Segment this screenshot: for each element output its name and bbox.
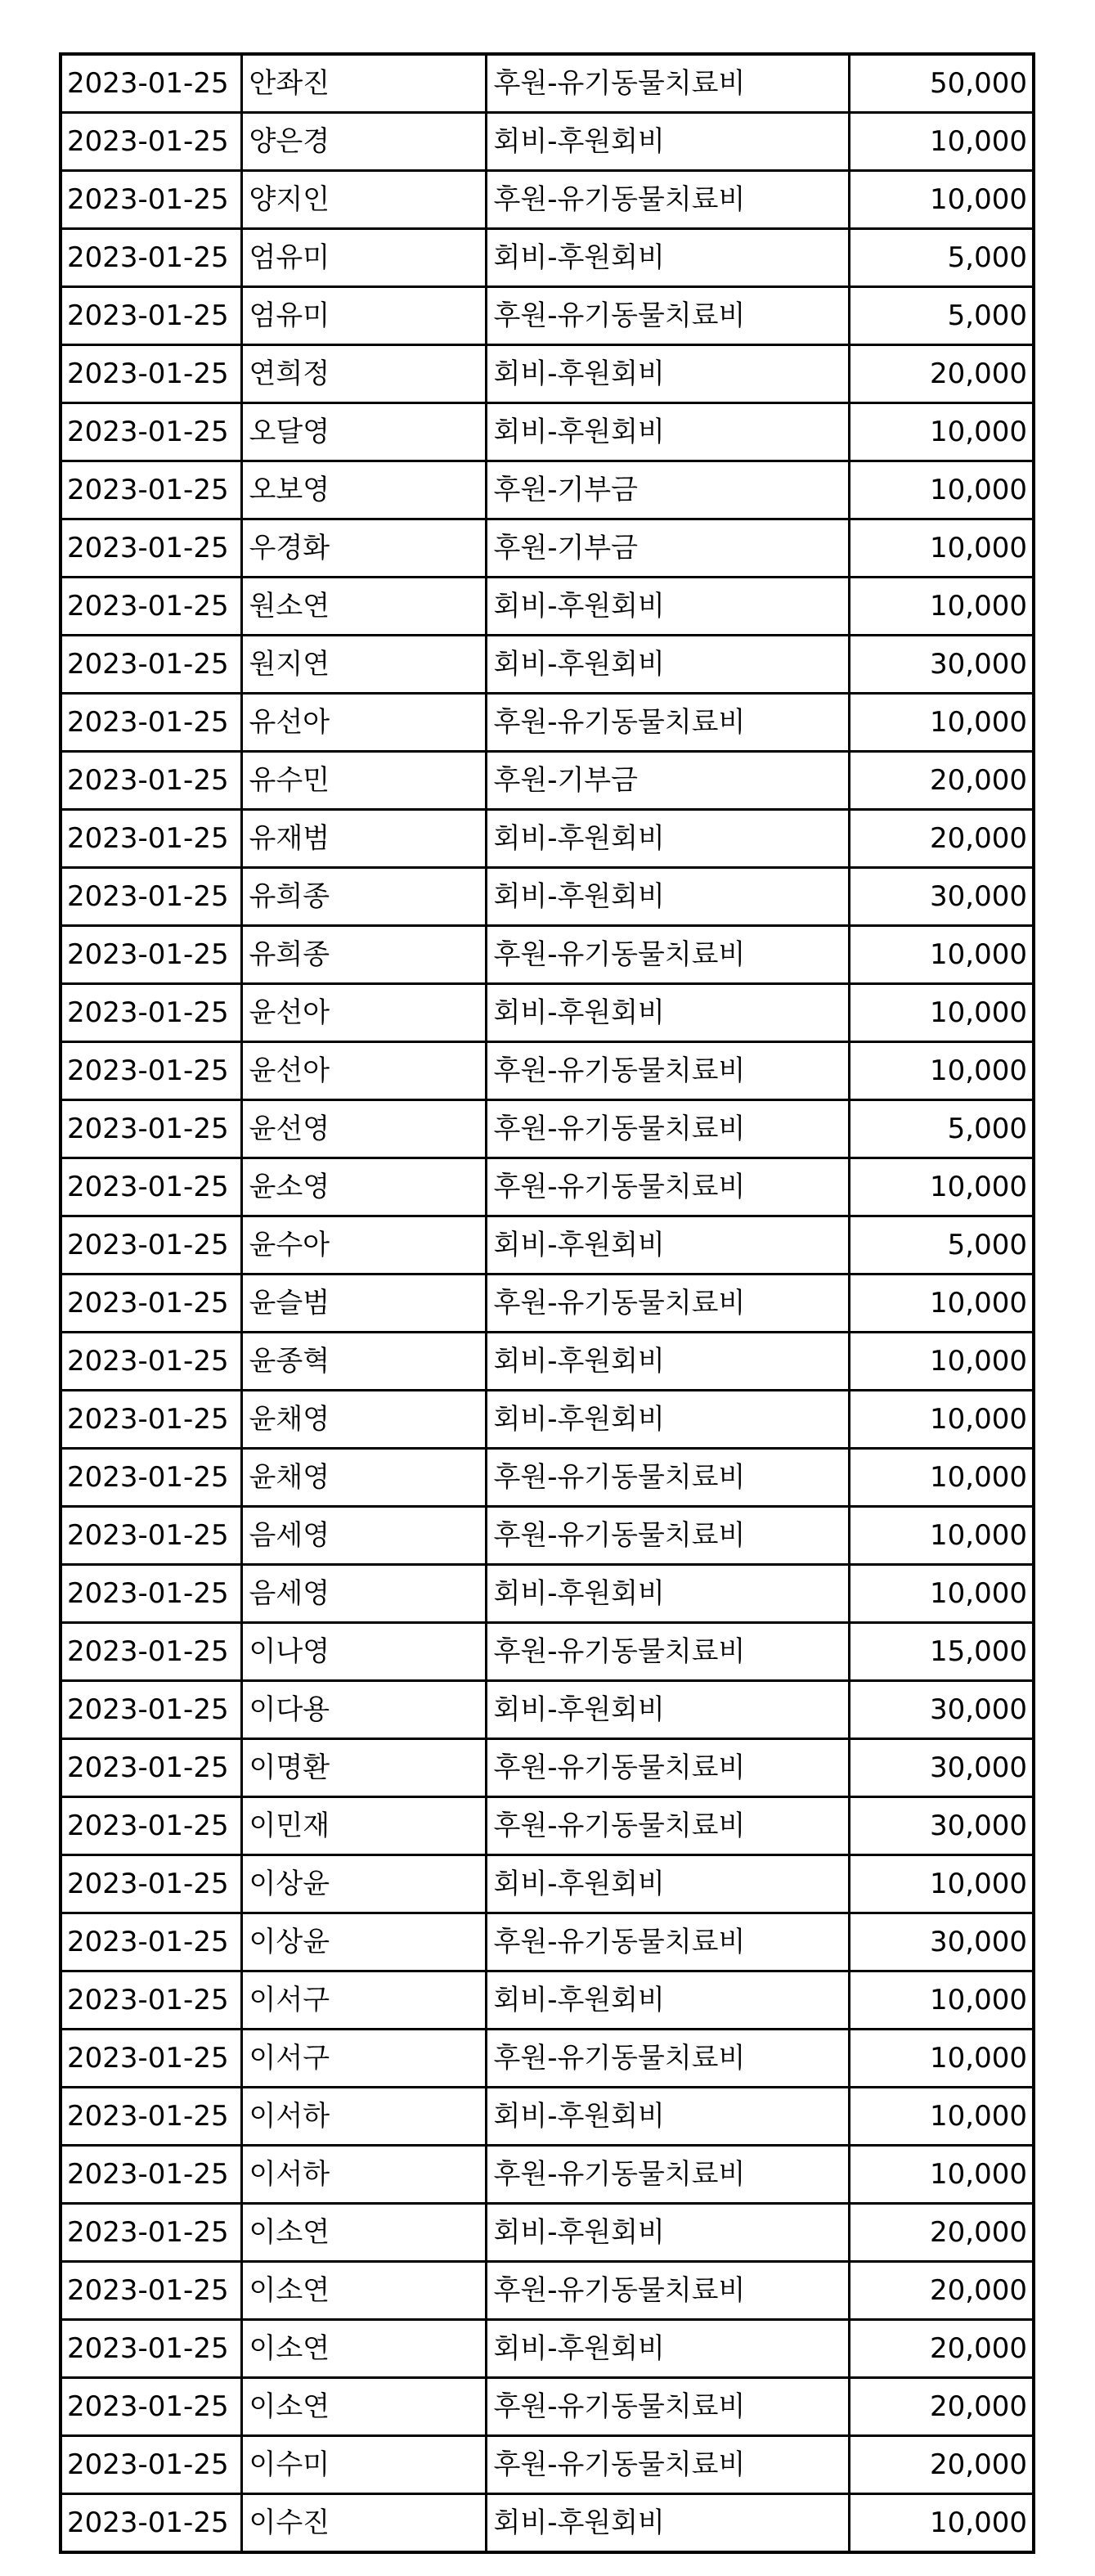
amount-cell: 10,000 — [849, 2146, 1034, 2204]
date-cell: 2023-01-25 — [61, 1507, 241, 1565]
amount-cell: 30,000 — [849, 1739, 1034, 1797]
donor-name-cell: 이서하 — [241, 2146, 486, 2204]
category-cell: 후원-유기동물치료비 — [486, 171, 849, 229]
donor-name-cell: 양지인 — [241, 171, 486, 229]
amount-cell: 10,000 — [849, 171, 1034, 229]
date-cell: 2023-01-25 — [61, 2088, 241, 2146]
amount-cell: 5,000 — [849, 229, 1034, 287]
category-cell: 회비-후원회비 — [486, 984, 849, 1042]
category-cell: 후원-기부금 — [486, 519, 849, 578]
category-cell: 회비-후원회비 — [486, 2494, 849, 2553]
category-cell: 회비-후원회비 — [486, 1391, 849, 1449]
date-cell: 2023-01-25 — [61, 287, 241, 345]
donor-name-cell: 이소연 — [241, 2320, 486, 2378]
table-row — [61, 1913, 1034, 1971]
date-cell: 2023-01-25 — [61, 1333, 241, 1391]
date-cell: 2023-01-25 — [61, 2262, 241, 2320]
amount-cell: 10,000 — [849, 578, 1034, 636]
table-row — [61, 926, 1034, 984]
donor-name-cell: 우경화 — [241, 519, 486, 578]
amount-cell: 20,000 — [849, 2262, 1034, 2320]
date-cell: 2023-01-25 — [61, 2378, 241, 2436]
donor-name-cell: 윤종혁 — [241, 1333, 486, 1391]
amount-cell: 10,000 — [849, 403, 1034, 461]
table-row — [61, 2204, 1034, 2262]
donation-ledger-table — [59, 52, 1035, 2554]
table-row — [61, 1100, 1034, 1158]
table-row — [61, 2088, 1034, 2146]
table-row — [61, 1275, 1034, 1333]
category-cell: 후원-유기동물치료비 — [486, 287, 849, 345]
date-cell: 2023-01-25 — [61, 2320, 241, 2378]
category-cell: 후원-기부금 — [486, 461, 849, 519]
category-cell: 회비-후원회비 — [486, 1333, 849, 1391]
date-cell: 2023-01-25 — [61, 54, 241, 113]
donor-name-cell: 유희종 — [241, 868, 486, 926]
table-row — [61, 2436, 1034, 2494]
table-row — [61, 2146, 1034, 2204]
category-cell: 후원-유기동물치료비 — [486, 1449, 849, 1507]
category-cell: 후원-유기동물치료비 — [486, 1275, 849, 1333]
table-row — [61, 868, 1034, 926]
date-cell: 2023-01-25 — [61, 1275, 241, 1333]
table-row — [61, 1971, 1034, 2030]
ledger-body — [61, 54, 1034, 2552]
amount-cell: 10,000 — [849, 1042, 1034, 1100]
table-row — [61, 1391, 1034, 1449]
date-cell: 2023-01-25 — [61, 752, 241, 810]
date-cell: 2023-01-25 — [61, 926, 241, 984]
donor-name-cell: 유재범 — [241, 810, 486, 868]
amount-cell: 20,000 — [849, 2436, 1034, 2494]
donor-name-cell: 오보영 — [241, 461, 486, 519]
donor-name-cell: 연희정 — [241, 345, 486, 403]
category-cell: 후원-유기동물치료비 — [486, 1623, 849, 1681]
donor-name-cell: 이수미 — [241, 2436, 486, 2494]
table-row — [61, 171, 1034, 229]
category-cell: 회비-후원회비 — [486, 2088, 849, 2146]
category-cell: 회비-후원회비 — [486, 1216, 849, 1275]
date-cell: 2023-01-25 — [61, 984, 241, 1042]
category-cell: 후원-유기동물치료비 — [486, 2378, 849, 2436]
table-row — [61, 1739, 1034, 1797]
table-row — [61, 113, 1034, 171]
donor-name-cell: 이상윤 — [241, 1855, 486, 1913]
category-cell: 회비-후원회비 — [486, 868, 849, 926]
donor-name-cell: 윤선아 — [241, 984, 486, 1042]
table-row — [61, 1623, 1034, 1681]
amount-cell: 10,000 — [849, 461, 1034, 519]
category-cell: 회비-후원회비 — [486, 636, 849, 694]
table-row — [61, 229, 1034, 287]
table-row — [61, 345, 1034, 403]
table-row — [61, 2494, 1034, 2553]
table-row — [61, 1797, 1034, 1855]
date-cell: 2023-01-25 — [61, 1565, 241, 1623]
date-cell: 2023-01-25 — [61, 113, 241, 171]
donor-name-cell: 엄유미 — [241, 287, 486, 345]
date-cell: 2023-01-25 — [61, 519, 241, 578]
donor-name-cell: 유희종 — [241, 926, 486, 984]
amount-cell: 10,000 — [849, 2030, 1034, 2088]
amount-cell: 20,000 — [849, 2378, 1034, 2436]
table-row — [61, 1681, 1034, 1739]
category-cell: 회비-후원회비 — [486, 345, 849, 403]
amount-cell: 10,000 — [849, 926, 1034, 984]
category-cell: 후원-유기동물치료비 — [486, 2262, 849, 2320]
donor-name-cell: 윤소영 — [241, 1158, 486, 1216]
date-cell: 2023-01-25 — [61, 1681, 241, 1739]
table-row — [61, 2378, 1034, 2436]
amount-cell: 30,000 — [849, 868, 1034, 926]
amount-cell: 10,000 — [849, 1391, 1034, 1449]
date-cell: 2023-01-25 — [61, 2030, 241, 2088]
amount-cell: 15,000 — [849, 1623, 1034, 1681]
category-cell: 후원-유기동물치료비 — [486, 1158, 849, 1216]
amount-cell: 30,000 — [849, 1681, 1034, 1739]
table-row — [61, 752, 1034, 810]
category-cell: 후원-유기동물치료비 — [486, 2146, 849, 2204]
table-row — [61, 2262, 1034, 2320]
amount-cell: 10,000 — [849, 1333, 1034, 1391]
category-cell: 회비-후원회비 — [486, 1565, 849, 1623]
date-cell: 2023-01-25 — [61, 229, 241, 287]
table-row — [61, 1565, 1034, 1623]
category-cell: 회비-후원회비 — [486, 1971, 849, 2030]
category-cell: 회비-후원회비 — [486, 1855, 849, 1913]
donor-name-cell: 이상윤 — [241, 1913, 486, 1971]
donor-name-cell: 엄유미 — [241, 229, 486, 287]
table-row — [61, 636, 1034, 694]
table-row — [61, 2030, 1034, 2088]
category-cell: 회비-후원회비 — [486, 2320, 849, 2378]
donor-name-cell: 원소연 — [241, 578, 486, 636]
date-cell: 2023-01-25 — [61, 461, 241, 519]
donor-name-cell: 이민재 — [241, 1797, 486, 1855]
table-row — [61, 2320, 1034, 2378]
date-cell: 2023-01-25 — [61, 1158, 241, 1216]
amount-cell: 30,000 — [849, 1797, 1034, 1855]
category-cell: 후원-유기동물치료비 — [486, 1507, 849, 1565]
table-row — [61, 1855, 1034, 1913]
date-cell: 2023-01-25 — [61, 868, 241, 926]
table-row — [61, 1042, 1034, 1100]
date-cell: 2023-01-25 — [61, 1100, 241, 1158]
table-row — [61, 1333, 1034, 1391]
table-row — [61, 578, 1034, 636]
category-cell: 후원-기부금 — [486, 752, 849, 810]
date-cell: 2023-01-25 — [61, 1449, 241, 1507]
amount-cell: 10,000 — [849, 1565, 1034, 1623]
category-cell: 후원-유기동물치료비 — [486, 1100, 849, 1158]
donor-name-cell: 이서하 — [241, 2088, 486, 2146]
date-cell: 2023-01-25 — [61, 2146, 241, 2204]
donor-name-cell: 음세영 — [241, 1565, 486, 1623]
amount-cell: 10,000 — [849, 1971, 1034, 2030]
donor-name-cell: 원지연 — [241, 636, 486, 694]
donor-name-cell: 이소연 — [241, 2262, 486, 2320]
category-cell: 후원-유기동물치료비 — [486, 1797, 849, 1855]
date-cell: 2023-01-25 — [61, 1623, 241, 1681]
category-cell: 후원-유기동물치료비 — [486, 2436, 849, 2494]
donor-name-cell: 윤수아 — [241, 1216, 486, 1275]
date-cell: 2023-01-25 — [61, 1042, 241, 1100]
amount-cell: 10,000 — [849, 2494, 1034, 2553]
donor-name-cell: 윤채영 — [241, 1449, 486, 1507]
donor-name-cell: 이서구 — [241, 1971, 486, 2030]
amount-cell: 5,000 — [849, 1216, 1034, 1275]
amount-cell: 20,000 — [849, 752, 1034, 810]
amount-cell: 10,000 — [849, 2088, 1034, 2146]
amount-cell: 5,000 — [849, 287, 1034, 345]
amount-cell: 30,000 — [849, 1913, 1034, 1971]
table-row — [61, 461, 1034, 519]
category-cell: 회비-후원회비 — [486, 229, 849, 287]
category-cell: 회비-후원회비 — [486, 578, 849, 636]
table-row — [61, 403, 1034, 461]
donor-name-cell: 이서구 — [241, 2030, 486, 2088]
donor-name-cell: 이소연 — [241, 2378, 486, 2436]
date-cell: 2023-01-25 — [61, 636, 241, 694]
donor-name-cell: 윤슬범 — [241, 1275, 486, 1333]
donor-name-cell: 이다용 — [241, 1681, 486, 1739]
donor-name-cell: 이나영 — [241, 1623, 486, 1681]
donor-name-cell: 음세영 — [241, 1507, 486, 1565]
table-row — [61, 287, 1034, 345]
amount-cell: 20,000 — [849, 345, 1034, 403]
category-cell: 회비-후원회비 — [486, 1681, 849, 1739]
donor-name-cell: 유선아 — [241, 694, 486, 752]
date-cell: 2023-01-25 — [61, 403, 241, 461]
amount-cell: 10,000 — [849, 1507, 1034, 1565]
date-cell: 2023-01-25 — [61, 1855, 241, 1913]
donor-name-cell: 이명환 — [241, 1739, 486, 1797]
amount-cell: 10,000 — [849, 1449, 1034, 1507]
amount-cell: 20,000 — [849, 810, 1034, 868]
category-cell: 후원-유기동물치료비 — [486, 1739, 849, 1797]
amount-cell: 10,000 — [849, 113, 1034, 171]
amount-cell: 10,000 — [849, 1275, 1034, 1333]
table-row — [61, 1216, 1034, 1275]
category-cell: 후원-유기동물치료비 — [486, 1042, 849, 1100]
category-cell: 후원-유기동물치료비 — [486, 1913, 849, 1971]
amount-cell: 5,000 — [849, 1100, 1034, 1158]
table-row — [61, 54, 1034, 113]
category-cell: 회비-후원회비 — [486, 403, 849, 461]
amount-cell: 20,000 — [849, 2204, 1034, 2262]
date-cell: 2023-01-25 — [61, 810, 241, 868]
table-row — [61, 1158, 1034, 1216]
amount-cell: 50,000 — [849, 54, 1034, 113]
donor-name-cell: 안좌진 — [241, 54, 486, 113]
date-cell: 2023-01-25 — [61, 1739, 241, 1797]
category-cell: 회비-후원회비 — [486, 2204, 849, 2262]
amount-cell: 20,000 — [849, 2320, 1034, 2378]
category-cell: 후원-유기동물치료비 — [486, 54, 849, 113]
category-cell: 후원-유기동물치료비 — [486, 926, 849, 984]
date-cell: 2023-01-25 — [61, 694, 241, 752]
donor-name-cell: 이수진 — [241, 2494, 486, 2553]
table-row — [61, 810, 1034, 868]
date-cell: 2023-01-25 — [61, 1797, 241, 1855]
category-cell: 회비-후원회비 — [486, 113, 849, 171]
amount-cell: 10,000 — [849, 984, 1034, 1042]
table-row — [61, 694, 1034, 752]
donation-ledger-sheet — [59, 52, 1032, 2554]
category-cell: 회비-후원회비 — [486, 810, 849, 868]
amount-cell: 10,000 — [849, 519, 1034, 578]
date-cell: 2023-01-25 — [61, 1971, 241, 2030]
donor-name-cell: 양은경 — [241, 113, 486, 171]
date-cell: 2023-01-25 — [61, 2204, 241, 2262]
table-row — [61, 984, 1034, 1042]
amount-cell: 10,000 — [849, 1158, 1034, 1216]
date-cell: 2023-01-25 — [61, 1913, 241, 1971]
category-cell: 후원-유기동물치료비 — [486, 2030, 849, 2088]
date-cell: 2023-01-25 — [61, 1216, 241, 1275]
date-cell: 2023-01-25 — [61, 345, 241, 403]
date-cell: 2023-01-25 — [61, 2494, 241, 2553]
amount-cell: 30,000 — [849, 636, 1034, 694]
table-row — [61, 1507, 1034, 1565]
date-cell: 2023-01-25 — [61, 2436, 241, 2494]
donor-name-cell: 이소연 — [241, 2204, 486, 2262]
donor-name-cell: 윤선영 — [241, 1100, 486, 1158]
table-row — [61, 519, 1034, 578]
date-cell: 2023-01-25 — [61, 171, 241, 229]
table-row — [61, 1449, 1034, 1507]
date-cell: 2023-01-25 — [61, 578, 241, 636]
date-cell: 2023-01-25 — [61, 1391, 241, 1449]
donor-name-cell: 유수민 — [241, 752, 486, 810]
amount-cell: 10,000 — [849, 694, 1034, 752]
amount-cell: 10,000 — [849, 1855, 1034, 1913]
donor-name-cell: 오달영 — [241, 403, 486, 461]
donor-name-cell: 윤선아 — [241, 1042, 486, 1100]
donor-name-cell: 윤채영 — [241, 1391, 486, 1449]
category-cell: 후원-유기동물치료비 — [486, 694, 849, 752]
